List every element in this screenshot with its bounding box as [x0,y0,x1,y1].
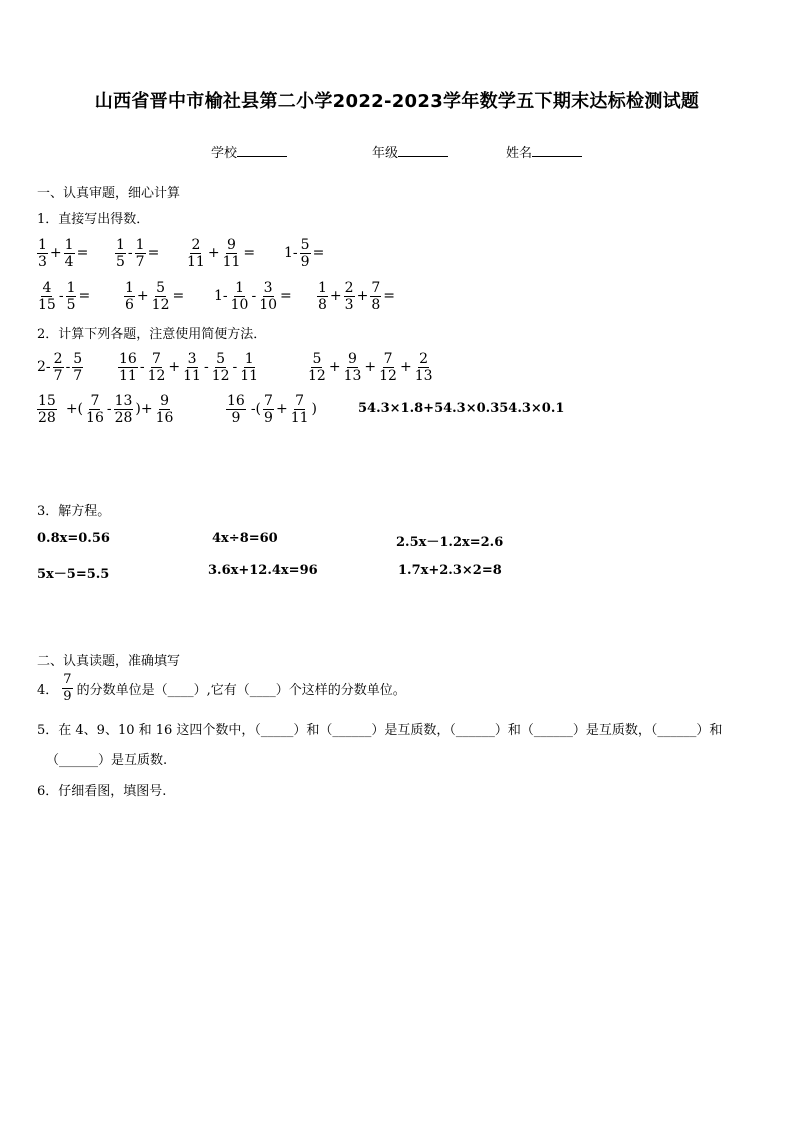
equation-3: 2.5x－1.2x=2.6 [396,535,504,550]
q2-expr-6: 54.3×1.8+54.3×0.354.3×0.1 [358,401,565,416]
q1-item-7: 1- $\frac{1}{10}$ - $\frac{3}{10}$ = [214,279,292,313]
question-5-line-2: （______）是互质数. [46,753,168,768]
q4-text: 的分数单位是（____）,它有（____）个这样的分数单位。 [76,682,406,698]
q1-item-4: 1- $\frac{5}{9}$ = [284,236,325,270]
grade-field [372,142,448,161]
school-label: 学校 [211,146,238,161]
q2-expr-3: $\frac{5}{12}$ + $\frac{9}{13}$ + $\frac{7}{12}$ + $\frac{2}{13}$ [308,350,433,384]
name-blank [532,144,582,157]
question-4 [37,668,406,708]
question-6: 6．仔细看图，填图号. [37,784,167,799]
equation-1: 0.8x=0.56 [37,531,110,546]
question-3: 3．解方程。 [37,504,111,519]
q1-item-3: $\frac{2}{11}$ + $\frac{9}{11}$ = [187,236,256,270]
q2-expr-5: $\frac{16}{9}$ -( $\frac{7}{9}$ + $\frac{7}{11}$ ) [227,392,317,426]
section-1-heading: 一、认真审题，细心计算 [37,186,181,201]
q1-item-5: $\frac{4}{15}$ - $\frac{1}{5}$ = [38,279,91,313]
equation-6: 1.7x+2.3×2=8 [398,563,502,578]
question-2: 2．计算下列各题，注意使用简便方法． [37,327,267,342]
q1-item-8: $\frac{1}{8}$ + $\frac{2}{3}$ + $\frac{7}{8}$ = [318,279,395,313]
equation-4: 5x－5=5.5 [37,567,110,582]
grade-label: 年级 [372,146,399,161]
name-label: 姓名 [506,146,533,161]
page-title: 山西省晋中市榆社县第二小学2022-2023学年数学五下期末达标检测试题 [94,91,700,112]
q1-item-2: $\frac{1}{5}$ - $\frac{1}{7}$ = [116,236,160,270]
q2-expr-4: $\frac{15}{28}$ +( $\frac{7}{16}$ - $\frac{13}{28}$ )+ $\frac{9}{16}$ [38,392,174,426]
name-field [506,142,582,161]
q4-number: 4． [37,682,59,698]
school-blank [237,144,287,157]
q2-expr-1: 2- $\frac{2}{7}$ - $\frac{5}{7}$ [37,350,83,384]
q1-item-6: $\frac{1}{6}$ + $\frac{5}{12}$ = [125,279,185,313]
q2-expr-2: $\frac{16}{11}$ - $\frac{7}{12}$ + $\frac{3}{11}$ - $\frac{5}{12}$ - $\frac{1}{11}$ [119,350,259,384]
question-5-line-1: 5．在 4、9、10 和 16 这四个数中，（_____）和（______）是互质数，（______）和（______）是互质数，（______）和 [37,723,723,738]
question-1: 1．直接写出得数． [37,212,150,227]
q1-item-1: $\frac{1}{3}$ + $\frac{1}{4}$ = [38,236,89,270]
equation-2: 4x÷8=60 [212,531,278,546]
equation-5: 3.6x+12.4x=96 [208,563,318,578]
section-2-heading: 二、认真读题，准确填写 [37,654,181,669]
grade-blank [398,144,448,157]
q4-fraction: $\frac{7}{9}$ [63,671,72,704]
school-field [211,142,287,161]
